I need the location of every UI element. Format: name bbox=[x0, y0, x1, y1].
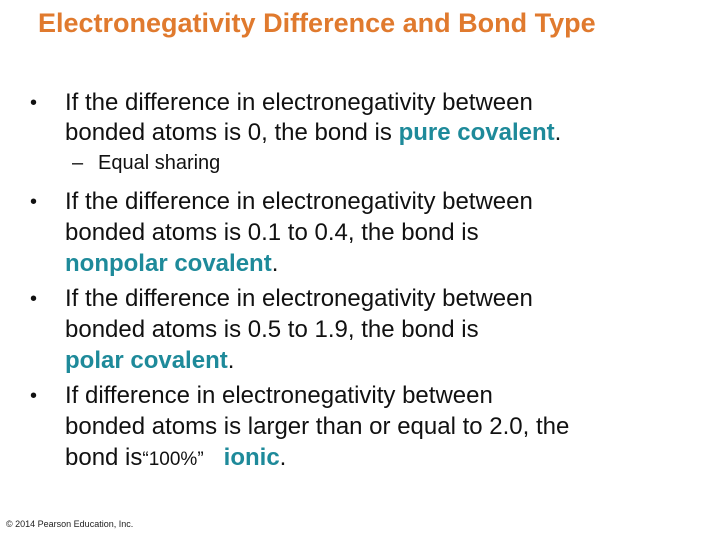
bullet-line: bonded atoms is larger than or equal to 2.0, the bbox=[65, 413, 570, 440]
bullet-line-with-term bbox=[65, 443, 705, 475]
bullet-symbol: • bbox=[30, 385, 38, 407]
line-end: . bbox=[279, 444, 287, 471]
quote-text: “100%” bbox=[142, 449, 204, 470]
bond-type-term: pure covalent bbox=[398, 119, 555, 146]
bullet-line: bond is bbox=[65, 444, 143, 471]
bullet-symbol: • bbox=[30, 288, 38, 310]
bullet-line: bonded atoms is 0.1 to 0.4, the bond is bbox=[65, 219, 479, 246]
bullet-line: If the difference in electronegativity between bbox=[65, 285, 533, 312]
copyright-footer: © 2014 Pearson Education, Inc. bbox=[6, 519, 134, 529]
bond-type-term: ionic bbox=[223, 444, 280, 471]
bullet-line-with-term bbox=[65, 249, 705, 279]
sub-bullet-item bbox=[72, 150, 220, 176]
line-end: . bbox=[227, 347, 235, 374]
bond-type-term: nonpolar covalent bbox=[65, 250, 272, 277]
bullet-line: If the difference in electronegativity between bbox=[65, 89, 533, 116]
bullet-line: bonded atoms is 0.5 to 1.9, the bond is bbox=[65, 316, 479, 343]
sub-bullet-text: Equal sharing bbox=[98, 152, 221, 174]
bullet-symbol: • bbox=[30, 191, 38, 213]
bond-type-term: polar covalent bbox=[65, 347, 228, 374]
bullet-line: If the difference in electronegativity between bbox=[65, 188, 533, 215]
line-end: . bbox=[271, 250, 279, 277]
sub-bullet-symbol: – bbox=[72, 152, 84, 174]
bullet-line: bonded atoms is 0, the bond is bbox=[65, 119, 399, 146]
bullet-line-with-term bbox=[65, 118, 705, 148]
slide-title: Electronegativity Difference and Bond Type bbox=[38, 8, 596, 38]
bullet-line: If difference in electronegativity between bbox=[65, 382, 493, 409]
bullet-symbol: • bbox=[30, 92, 38, 114]
line-end: . bbox=[554, 119, 562, 146]
bullet-line-with-term bbox=[65, 346, 705, 376]
